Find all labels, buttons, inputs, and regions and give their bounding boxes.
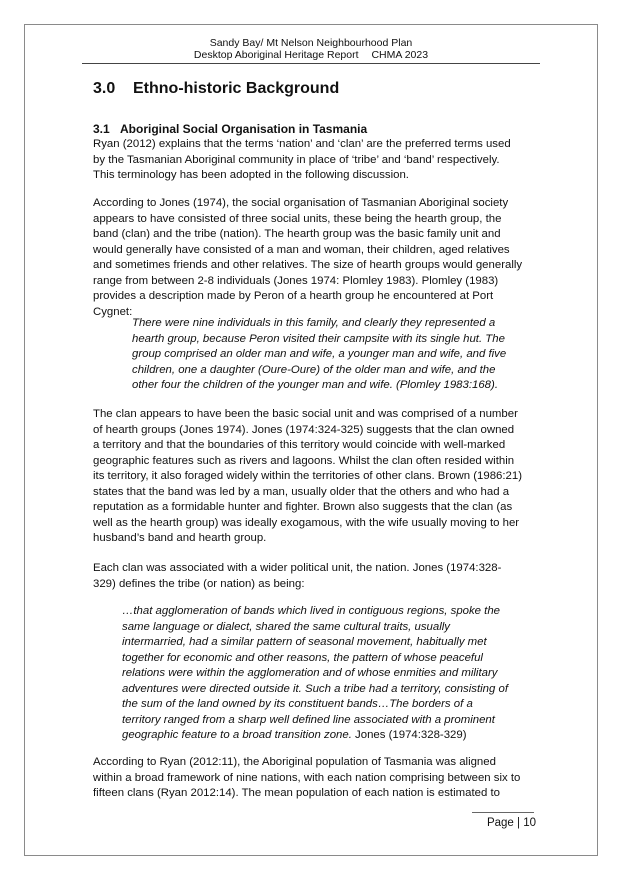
subsection-number: 3.1 <box>93 122 110 136</box>
subsection-title: Aboriginal Social Organisation in Tasmania <box>120 122 368 136</box>
page-number: Page | 10 <box>486 817 536 829</box>
quote-hearth-group: There were nine individuals in this family, and clearly they represented a hearth group, because Peron visited their campsite with its single hut. The group comprised an older man and wife, a younger man and wife, and five children, one a daughter (Oure-Oure) of the older man and wife, and the other four the children of the younger man and wife. (Plomley 1983:168). <box>132 317 507 391</box>
paragraph-nine-nations: According to Ryan (2012:11), the Aboriginal population of Tasmania was aligned within a broad framework of nine nations, with each nation comprising between six to fifteen clans (Ryan 2012:14). The mean population of each nation is estimated to <box>93 756 521 799</box>
header-report: Desktop Aboriginal Heritage Report <box>193 49 359 61</box>
section-title: Ethno-historic Background <box>133 80 340 97</box>
quote-tribe-reference: Jones (1974:328-329) <box>355 729 467 741</box>
paragraph-clan: The clan appears to have been the basic social unit and was comprised of a number of hearth groups (Jones 1974). Jones (1974:324-325) suggests that the clan owned a territory and that the boundaries of this territory would coincide with well-marked geographic features such as rivers and lagoons. Whilst the clan often resided within its territory, it also foraged widely within the territories of other clans. Brown (1986:21) states that the band was led by a man, usually older that the others and who had a reputation as a formidable hunter and fighter. Brown also suggests that the clan (as well as the hearth group) was ideally exogamous, with the wife usually moving to her husband’s band and hearth group. <box>93 408 523 544</box>
paragraph-social-organisation: According to Jones (1974), the social organisation of Tasmanian Aboriginal society appears to have consisted of three social units, these being the hearth group, the band (clan) and the tribe (nation). The hearth group was the basic family unit and would generally have consisted of a man and woman, their children, aged relatives and sometimes friends and other relatives. The size of hearth groups would generally range from between 2-8 individuals (Jones 1974: Plomley 1983). Plomley (1983) provides a description made by Peron of a hearth group he encountered at Port Cygnet: <box>93 197 523 318</box>
header-subtitle <box>0 49 622 61</box>
header-org: CHMA 2023 <box>371 49 429 61</box>
header-rule <box>82 63 540 64</box>
footer-rule <box>472 812 534 813</box>
quote-tribe-definition <box>122 604 510 744</box>
quote-tribe-text: …that agglomeration of bands which lived in contiguous regions, spoke the same language or dialect, shared the same cultural traits, usually intermarried, had a similar pattern of seasonal movement, habitually met together for economic and other reasons, the pattern of whose peaceful relations were within the agglomeration and of whose enmities and military adventures were directed outside it. Such a tribe had a territory, consisting of the sum of the land owned by its constituent bands…The borders of a territory ranged from a sharp well defined line associated with a prominent geographic feature to a broad transition zone. <box>122 605 509 741</box>
paragraph-terminology: Ryan (2012) explains that the terms ‘nation’ and ‘clan’ are the preferred terms used by the Tasmanian Aboriginal community in place of ‘tribe’ and ‘band’ respectively. This terminology has been adopted in the following discussion. <box>93 138 511 181</box>
section-number: 3.0 <box>93 80 116 97</box>
subsection-heading <box>93 122 367 136</box>
paragraph-nation: Each clan was associated with a wider political unit, the nation. Jones (1974:328-329) defines the tribe (or nation) as being: <box>93 562 502 590</box>
header-title: Sandy Bay/ Mt Nelson Neighbourhood Plan <box>209 37 413 49</box>
section-heading <box>93 80 339 98</box>
